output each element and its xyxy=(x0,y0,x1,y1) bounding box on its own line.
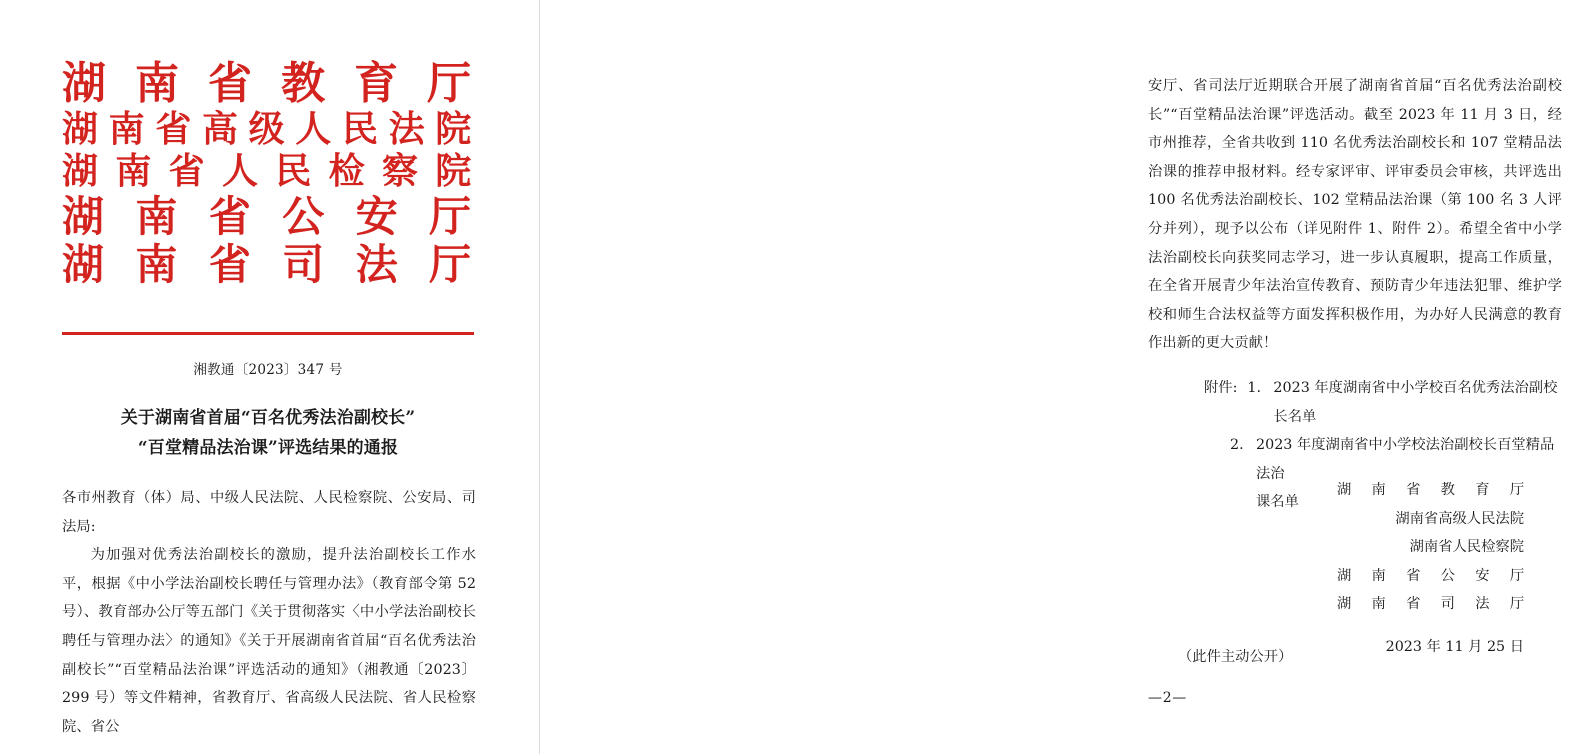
right-body-paragraph-1: 安厅、省司法厅近期联合开展了湖南省首届“百名优秀法治副校长”“百堂精品法治课”评选活动。截至 2023 年 11 月 3 日，经市州推荐，全省共收到 110 名优秀法治副校长和 107 堂精品法治课的推荐申报材料。经专家评审、评审委员会审核，共评选出 100 名优秀法治副校长、102 堂精品法治课（第 100 名 3 人评分并列），现予以公布（详见附件 1、附件 2）。希望全省中小学法治副校长向获奖同志学习，进一步认真履职，提高工作质量，在全省开展青少年法治宣传教育、预防青少年违法犯罪、维护学校和师生合法权益等方面发挥积极作用，为办好人民满意的教育作出新的更大贡献！ xyxy=(1148,78,1562,352)
right-body-text xyxy=(1148,72,1562,358)
signature-block xyxy=(1148,476,1562,662)
public-disclosure-note: （此件主动公开） xyxy=(1178,649,1293,665)
salutation: 各市州教育（体）局、中级人民法院、人民检察院、公安局、司法局: xyxy=(62,490,476,535)
attachment-row-1 xyxy=(1148,374,1562,431)
attachment-2-text: 2023 年度湖南省中小学校法治副校长百堂精品法治 xyxy=(1256,437,1555,482)
signer-4: 湖 南 省 公 安 厅 xyxy=(1336,567,1532,584)
attachment-2-number: 2. xyxy=(1230,437,1244,454)
signer-1: 湖 南 省 教 育 厅 xyxy=(1336,482,1532,498)
left-body-paragraph-1: 为加强对优秀法治副校长的激励，提升法治副校长工作水平，根据《中小学法治副校长聘任与管理办法》（教育部令第 52 号）、教育部办公厅等五部门《关于贯彻落实〈中小学法治副校长聘任与管理办法〉的通知》《关于开展湖南省首届“百名优秀法治副校长”“百堂精品法治课”评选活动的通知》（湘教通〔2023〕299 号）等文件精神，省教育厅、省高级人民法院、省人民检察院、省公 xyxy=(62,547,476,735)
signature-date: 2023 年 11 月 25 日 xyxy=(1385,638,1524,655)
attachment-1-number: 1. xyxy=(1247,380,1262,396)
letterhead-line-5: 湖南省司法厅 xyxy=(62,240,472,290)
attachment-1-text: 2023 年度湖南省中小学校百名优秀法治副校长名单 xyxy=(1273,380,1558,425)
document-number: 湘教通〔2023〕347 号 xyxy=(193,362,343,378)
letterhead xyxy=(62,58,472,290)
document-page-right xyxy=(540,0,1562,754)
signer-3: 湖南省人民检察院 xyxy=(1409,539,1524,556)
letterhead-line-3: 湖南省人民检察院 xyxy=(62,149,472,192)
signer-2: 湖南省高级人民法院 xyxy=(1395,510,1524,527)
letterhead-line-2: 湖南省高级人民法院 xyxy=(62,108,472,151)
letterhead-line-1: 湖南省教育厅 xyxy=(62,58,472,109)
document-title-line-2: “百堂精品法治课”评选结果的通报 xyxy=(137,437,399,458)
document-page-left xyxy=(0,0,540,754)
document-title xyxy=(62,404,474,464)
letterhead-divider-rule xyxy=(62,332,474,335)
page-number: —2— xyxy=(1148,690,1188,706)
document-title-line-1: 关于湖南省首届“百名优秀法治副校长” xyxy=(120,408,416,428)
attachments-label: 附件: xyxy=(1204,380,1238,396)
letterhead-line-4: 湖南省公安厅 xyxy=(62,191,472,241)
signer-5: 湖 南 省 司 法 厅 xyxy=(1336,596,1532,613)
attachment-2-continuation: 课名单 xyxy=(1256,494,1299,511)
left-body-text xyxy=(62,484,476,741)
